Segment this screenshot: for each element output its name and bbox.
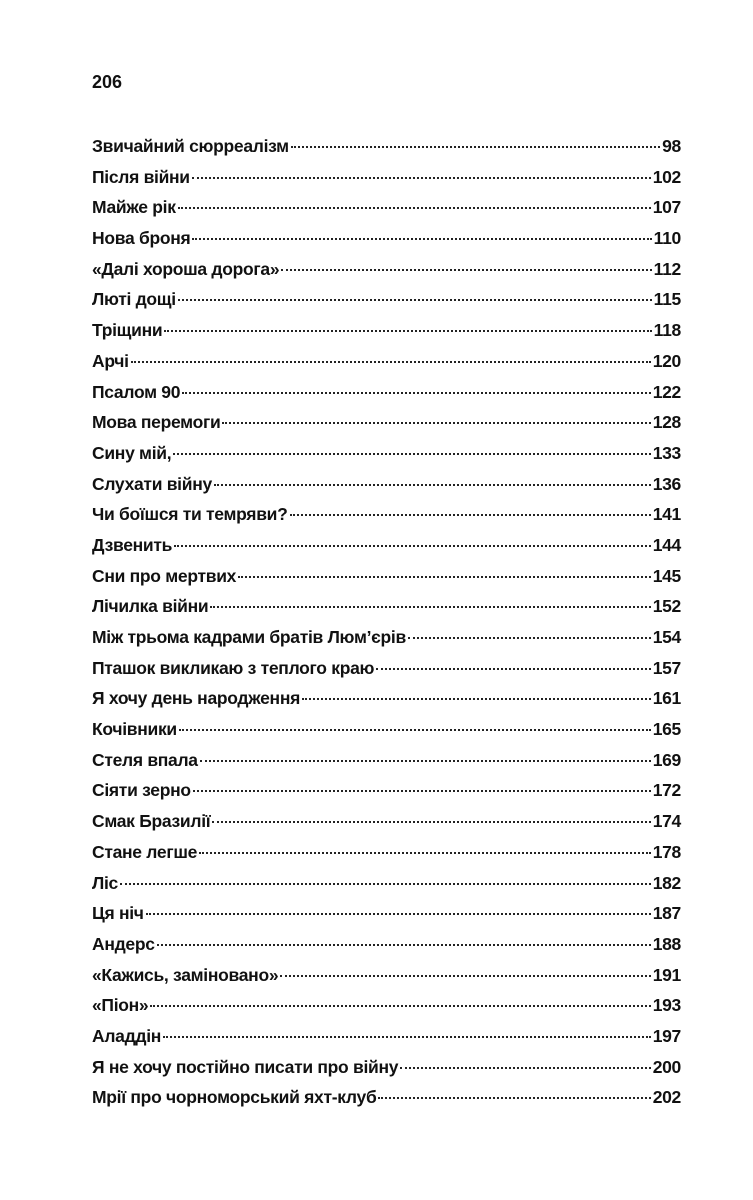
toc-entry-title: Я хочу день народження — [92, 688, 300, 709]
toc-entry-title: Я не хочу постійно писати про війну — [92, 1056, 399, 1077]
toc-entry — [92, 1026, 681, 1057]
dot-leader — [192, 177, 651, 179]
toc-entry-title: Мрії про чорноморський яхт-клуб — [92, 1087, 377, 1108]
toc-entry-page: 98 — [662, 136, 681, 156]
dot-leader — [131, 361, 651, 363]
toc-entry — [92, 688, 681, 719]
dot-leader — [238, 576, 651, 578]
toc-entry-title: Звичайний сюрреалізм — [92, 136, 289, 156]
dot-leader — [174, 545, 651, 547]
toc-entry — [92, 658, 681, 689]
toc-entry-page: 141 — [652, 504, 681, 525]
toc-entry-title: Нова броня — [92, 228, 191, 249]
toc-entry-page: 128 — [652, 412, 681, 433]
toc-entry-title: Арчі — [92, 350, 129, 371]
table-of-contents — [92, 136, 681, 1118]
dot-leader — [200, 760, 651, 762]
toc-entry-page: 136 — [652, 473, 681, 494]
dot-leader — [408, 637, 651, 639]
dot-leader — [193, 790, 651, 792]
toc-entry-title: Мова перемоги — [92, 412, 221, 433]
toc-entry — [92, 228, 681, 259]
toc-entry — [92, 443, 681, 474]
dot-leader — [290, 514, 651, 516]
toc-entry-title: Кочівники — [92, 719, 177, 740]
page-number: 206 — [92, 72, 123, 92]
toc-entry-page: 161 — [652, 688, 681, 709]
toc-entry-title: Сину мій, — [92, 442, 172, 463]
dot-leader — [120, 883, 651, 885]
toc-entry — [92, 995, 681, 1026]
toc-entry-title: Між трьома кадрами братів Люм’єрів — [92, 627, 406, 647]
toc-entry — [92, 965, 681, 996]
toc-entry — [92, 167, 681, 198]
toc-entry-title: Чи боїшся ти темряви? — [92, 504, 288, 525]
toc-entry-page: 115 — [653, 289, 681, 310]
toc-entry-title: Ліс — [92, 872, 118, 893]
toc-entry-title: Стеля впала — [92, 749, 198, 770]
dot-leader — [178, 207, 651, 209]
toc-entry-page: 200 — [652, 1056, 681, 1077]
toc-entry-title: Псалом 90 — [92, 381, 181, 402]
toc-entry-title: Сни про мертвих — [92, 565, 237, 586]
dot-leader — [179, 729, 651, 731]
dot-leader — [280, 975, 650, 977]
toc-entry — [92, 1057, 681, 1088]
toc-entry — [92, 351, 681, 382]
toc-entry-title: Дзвенить — [92, 534, 173, 555]
toc-entry — [92, 320, 681, 351]
toc-entry-title: Смак Бразилії — [92, 811, 211, 832]
toc-entry-page: 120 — [652, 350, 681, 371]
toc-entry-page: 197 — [652, 1025, 681, 1046]
toc-entry-page: 118 — [653, 320, 681, 341]
toc-entry-title: Андерс — [92, 933, 155, 954]
toc-entry-page: 169 — [652, 749, 681, 770]
toc-entry-page: 178 — [652, 841, 681, 862]
toc-entry — [92, 566, 681, 597]
toc-entry-page: 187 — [652, 903, 681, 924]
toc-entry-title: Ця ніч — [92, 903, 144, 924]
toc-entry-page: 112 — [653, 258, 681, 279]
dot-leader — [281, 269, 651, 271]
toc-entry — [92, 535, 681, 566]
toc-entry — [92, 412, 681, 443]
dot-leader — [378, 1097, 650, 1099]
toc-entry-page: 172 — [652, 780, 681, 801]
toc-entry-page: 157 — [652, 657, 681, 678]
toc-entry — [92, 259, 681, 290]
dot-leader — [376, 668, 651, 670]
toc-entry-title: «Кажись, заміновано» — [92, 964, 279, 985]
toc-entry-page: 107 — [652, 197, 681, 218]
toc-entry — [92, 873, 681, 904]
toc-entry-page: 193 — [652, 995, 681, 1016]
toc-entry — [92, 811, 681, 842]
dot-leader — [173, 453, 650, 455]
dot-leader — [400, 1067, 651, 1069]
toc-entry-title: Люті дощі — [92, 289, 176, 310]
toc-entry-title: Майже рік — [92, 197, 176, 218]
toc-entry-title: Лічилка війни — [92, 596, 209, 617]
toc-entry — [92, 750, 681, 781]
toc-entry-page: 152 — [652, 596, 681, 617]
toc-entry-page: 102 — [652, 166, 681, 187]
toc-entry-page: 110 — [653, 228, 681, 249]
toc-entry-page: 174 — [652, 811, 681, 832]
toc-entry — [92, 627, 681, 658]
toc-entry-page: 133 — [652, 442, 681, 463]
toc-entry — [92, 934, 681, 965]
toc-entry-title: Тріщини — [92, 320, 163, 341]
toc-entry — [92, 903, 681, 934]
dot-leader — [291, 146, 660, 148]
dot-leader — [164, 330, 651, 332]
toc-entry — [92, 382, 681, 413]
toc-entry-page: 191 — [652, 964, 681, 985]
toc-entry-title: «Піон» — [92, 995, 149, 1016]
toc-entry-title: Аладдін — [92, 1025, 162, 1046]
dot-leader — [302, 698, 651, 700]
toc-entry — [92, 136, 681, 167]
toc-entry — [92, 719, 681, 750]
dot-leader — [150, 1005, 650, 1007]
toc-entry — [92, 842, 681, 873]
toc-entry-title: «Далі хороша дорога» — [92, 258, 280, 279]
dot-leader — [222, 422, 650, 424]
toc-entry — [92, 289, 681, 320]
toc-entry-page: 202 — [652, 1087, 681, 1108]
toc-entry — [92, 1087, 681, 1118]
toc-entry-page: 122 — [652, 381, 681, 402]
toc-entry — [92, 596, 681, 627]
dot-leader — [210, 606, 650, 608]
dot-leader — [146, 913, 651, 915]
toc-entry-page: 182 — [652, 872, 681, 893]
dot-leader — [192, 238, 651, 240]
dot-leader — [214, 484, 651, 486]
toc-entry-page: 145 — [652, 565, 681, 586]
dot-leader — [163, 1036, 651, 1038]
toc-entry-title: Після війни — [92, 166, 190, 187]
toc-entry-page: 154 — [652, 627, 681, 647]
toc-entry-title: Сіяти зерно — [92, 780, 191, 801]
toc-entry — [92, 504, 681, 535]
toc-entry-title: Пташок викликаю з теплого краю — [92, 657, 375, 678]
toc-entry — [92, 474, 681, 505]
dot-leader — [182, 392, 651, 394]
dot-leader — [178, 299, 652, 301]
toc-entry — [92, 197, 681, 228]
toc-entry-title: Стане легше — [92, 841, 198, 862]
toc-entry — [92, 780, 681, 811]
toc-entry-title: Слухати війну — [92, 473, 212, 494]
toc-entry-page: 188 — [652, 933, 681, 954]
toc-entry-page: 144 — [652, 534, 681, 555]
toc-entry-page: 165 — [652, 719, 681, 740]
dot-leader — [157, 944, 651, 946]
dot-leader — [212, 821, 650, 823]
dot-leader — [199, 852, 651, 854]
